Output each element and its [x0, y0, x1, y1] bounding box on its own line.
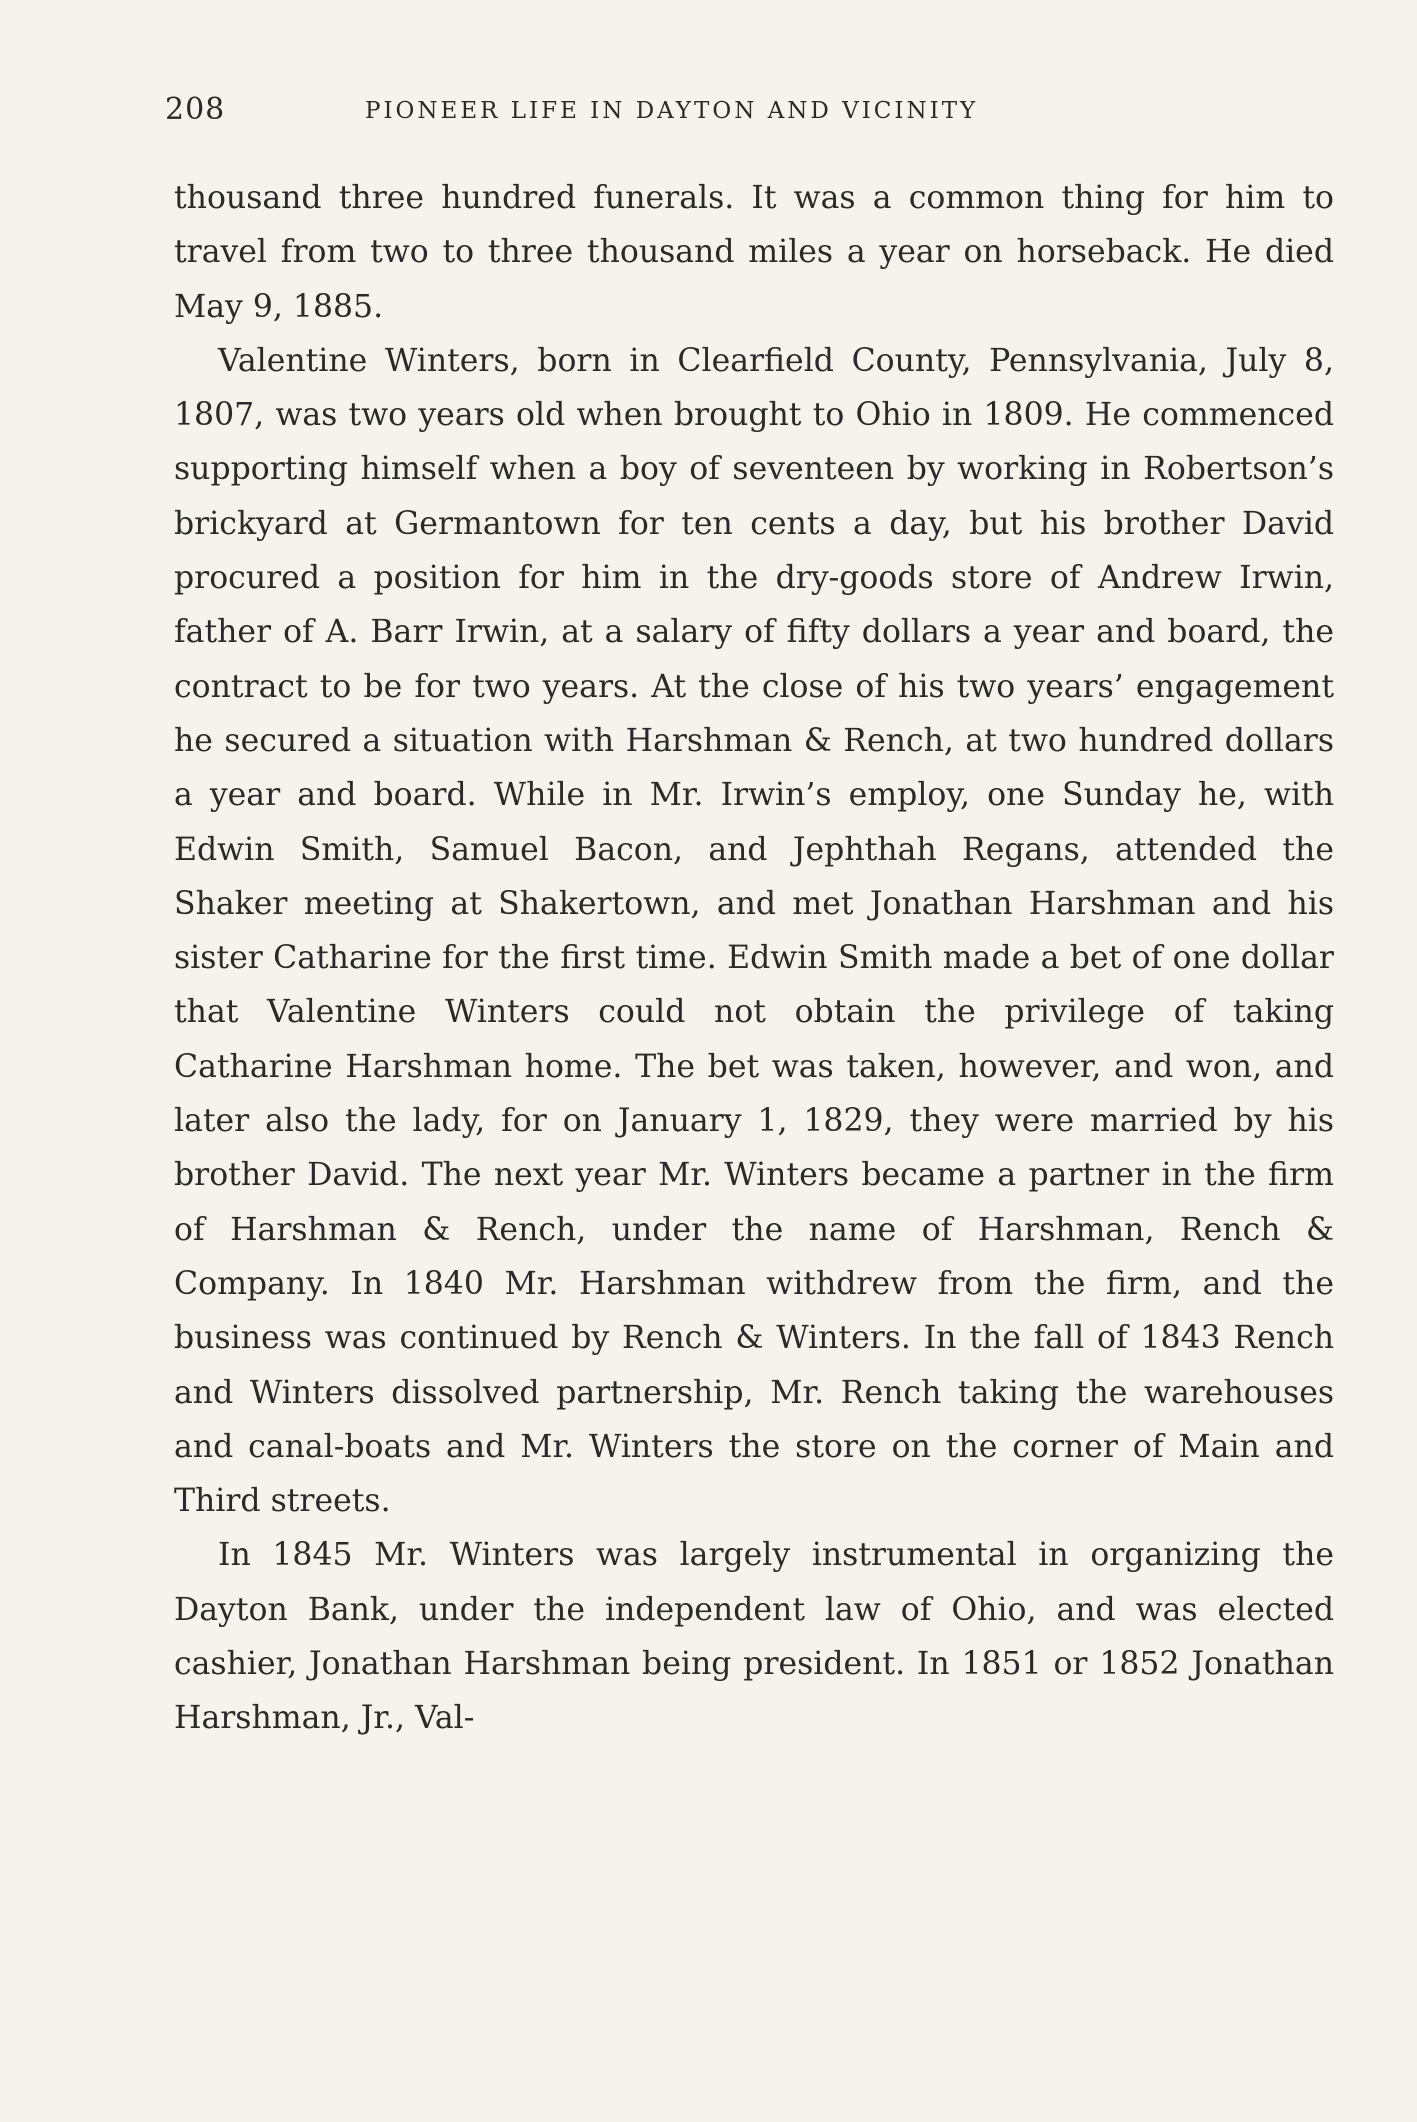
running-head: PIONEER LIFE IN DAYTON AND VICINITY: [365, 98, 979, 124]
page-number: 208: [165, 92, 226, 127]
paragraph-continued: thousand three hundred funerals. It was a common thing for him to travel from two to three thousand miles a year on horseback. He died May 9, 1885.: [174, 180, 1334, 325]
paragraph-dayton-bank: In 1845 Mr. Winters was largely instrumental in organizing the Dayton Bank, under the independent law of Ohio, and was elected cashier, Jonathan Harshman being president. In 1851 or 1852 Jonathan Harshman, Jr., Val-: [174, 1537, 1334, 1737]
body-text: [174, 171, 1334, 1746]
paragraph-valentine-winters: Valentine Winters, born in Clearfield County, Pennsylvania, July 8, 1807, was two years old when brought to Ohio in 1809. He commenced supporting himself when a boy of seventeen by working in Robertson’s brickyard at Germantown for ten cents a day, but his brother David procured a position for him in the dry-goods store of Andrew Irwin, father of A. Barr Irwin, at a salary of fifty dollars a year and board, the contract to be for two years. At the close of his two years’ engagement he secured a situation with Harshman & Rench, at two hundred dollars a year and board. While in Mr. Irwin’s employ, one Sunday he, with Edwin Smith, Samuel Bacon, and Jephthah Regans, attended the Shaker meeting at Shakertown, and met Jonathan Harshman and his sister Catharine for the first time. Edwin Smith made a bet of one dollar that Valentine Winters could not obtain the privilege of taking Catharine Harshman home. The bet was taken, however, and won, and later also the lady, for on January 1, 1829, they were married by his brother David. The next year Mr. Winters became a partner in the firm of Harshman & Rench, under the name of Harshman, Rench & Company. In 1840 Mr. Harshman withdrew from the firm, and the business was continued by Rench & Winters. In the fall of 1843 Rench and Winters dissolved partnership, Mr. Rench taking the warehouses and canal-boats and Mr. Winters the store on the corner of Main and Third streets.: [174, 342, 1334, 1520]
page-header: [165, 92, 1335, 142]
